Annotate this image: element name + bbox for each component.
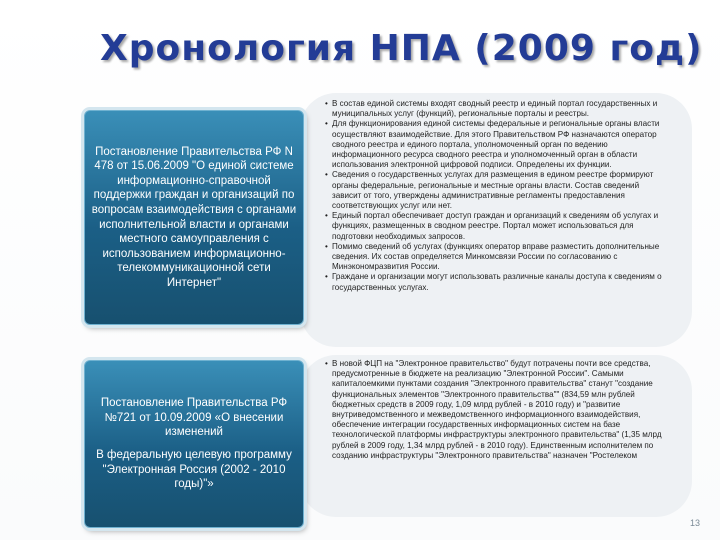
slide-title: Хронология НПА (2009 год) [100,28,703,69]
bullet-item: • В состав единой системы входят сводный реестр и единый портал государственных и муниципальных услуг (функций), региональные порталы и реестры. [327,99,667,119]
bullet-item: • Граждане и организации могут использовать различные каналы доступа к сведениям о государственных услугах. [327,272,667,292]
panel-2-bullets [327,359,667,461]
bullet-item: • Для функционирования единой системы федеральные и региональные органы власти осуществляют взаимодействие. Для этого Правительством РФ назначаются оператор сводного реестра и единого портала, уполномоченный орган по ведению информационного ресурса сводного реестра и уполномоченный орган в области использования электронной цифровой подписи. Определены их функции. [327,119,667,170]
page-number: 13 [689,518,700,528]
decree-478-tile [84,110,304,325]
panel-1-bullets [327,99,667,293]
bullet-item: • Единый портал обеспечивает доступ граждан и организаций к сведениям об услугах и функциях, размещенных в сводном реестре. Портал может использоваться для подготовки необходимых запросов. [327,211,667,242]
decree-721-text: Постановление Правительства РФ №721 от 10.09.2009 «О внесении изменений [100,397,288,439]
bullet-item: • Сведения о государственных услугах для размещения в едином реестре формируют органы федеральные, региональные и местные органы власти. Состав сведений зависит от того, утверждены административные регламенты предоставления соответствующих услуг или нет. [327,170,667,211]
decree-721-subtext: В федеральную целевую программу "Электронная Россия (2002 - 2010 годы)"» [96,449,292,491]
decree-478-text: Постановление Правительства РФ N 478 от 15.06.2009 "О единой системе информационно-справочной поддержки граждан и организаций по вопросам взаимодействия с органами исполнительной власти и органами местного самоуправления с использованием информационно-телекоммуникационной сети Интернет" [91,145,297,289]
bullet-item: • В новой ФЦП на "Электронное правительство" будут потрачены почти все средства, предусмотренные в бюджете на реализацию "Электронной России". Самыми капиталоемкими пунктами создания "Электронного правительства" станут "создание функциональных элементов "Электронного правительства"" (834,59 млн рублей бюджетных средств в 2009 году, 1,09 млрд рублей - в 2010 году) и "развитие внутриведомственного и межведомственного информационного взаимодействия, обеспечение интеграции государственных информационных систем на базе технологической платформы инфраструктуры электронного правительства" (1,35 млрд рублей в 2009 году, 1,34 млрд рублей - в 2010 году). Единственным исполнителем по созданию инфраструктуры "Электронного правительства" назначен "Ростелеком [327,359,667,461]
decree-721-tile [84,360,304,528]
bullet-item: • Помимо сведений об услугах (функциях оператор вправе разместить дополнительные сведения. Их состав определяется Минкомсвязи России по согласованию с Минэкономразвития России. [327,242,667,273]
